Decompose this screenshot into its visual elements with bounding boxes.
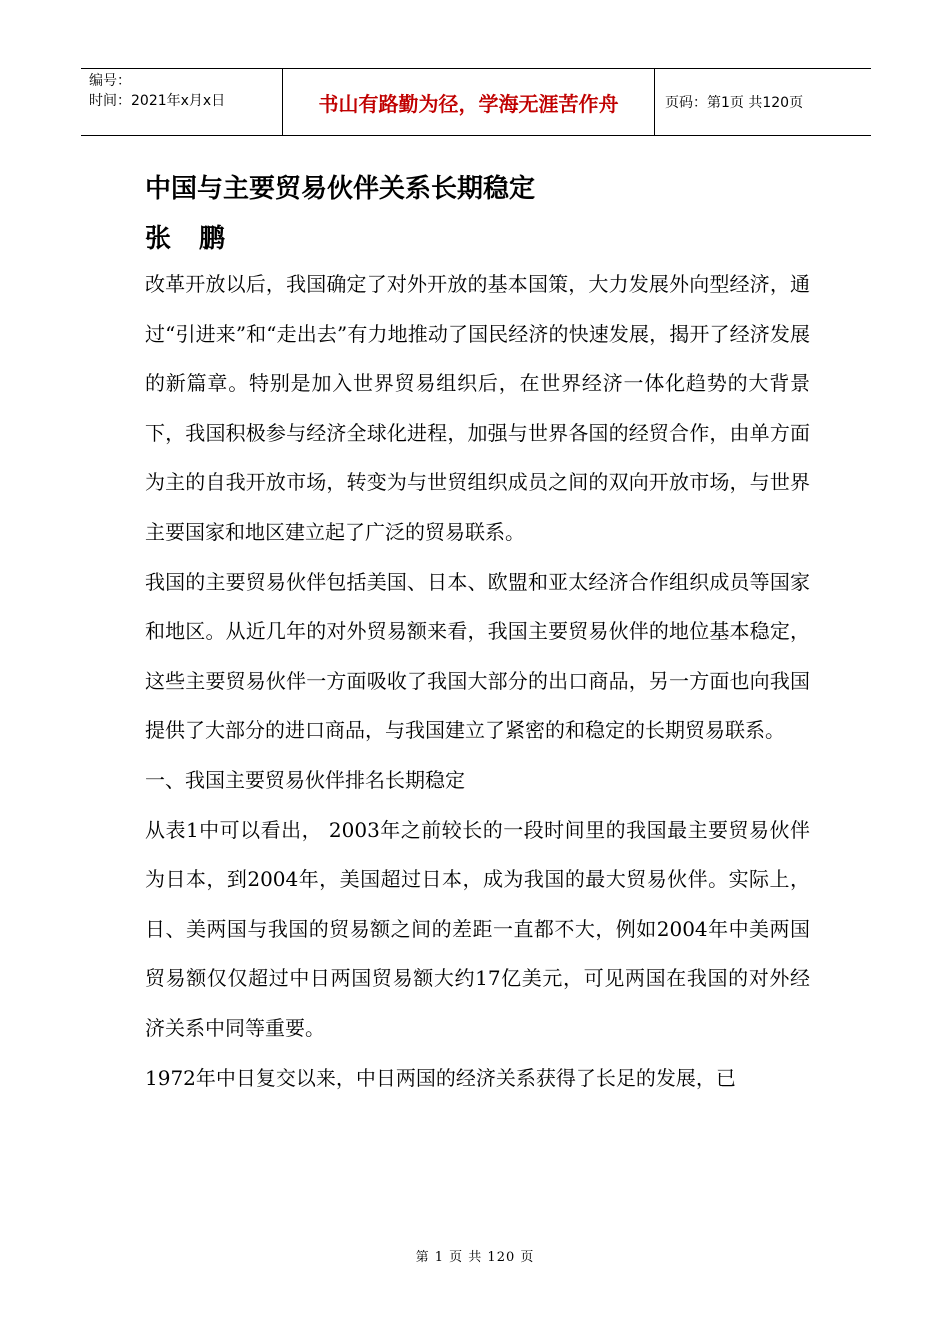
- paragraph: 1972年中日复交以来，中日两国的经济关系获得了长足的发展，已: [145, 1065, 736, 1090]
- header-motto: 书山有路勤为径，学海无涯苦作舟: [318, 91, 619, 116]
- document-number-label: 编号：: [89, 73, 131, 89]
- header-table: [81, 68, 871, 136]
- header-meta-cell: [81, 69, 283, 135]
- article-body: [145, 260, 810, 1103]
- article-title: 中国与主要贸易伙伴关系长期稳定: [145, 174, 536, 204]
- header-page-cell: [655, 69, 871, 135]
- section-heading: 一、我国主要贸易伙伴排名长期稳定: [145, 767, 465, 792]
- paragraph: 我国的主要贸易伙伴包括美国、日本、欧盟和亚太经济合作组织成员等国家和地区。从近几年的对外贸易额来看，我国主要贸易伙伴的地位基本稳定，这些主要贸易伙伴一方面吸收了我国大部分的出口商品，另一方面也向我国提供了大部分的进口商品，与我国建立了紧密的和稳定的长期贸易联系。: [145, 569, 810, 743]
- header-motto-cell: [283, 69, 655, 135]
- document-date-label: 时间：2021年x月x日: [89, 93, 226, 109]
- paragraph: 从表1中可以看出， 2003年之前较长的一段时间里的我国最主要贸易伙伴为日本，到2004年，美国超过日本，成为我国的最大贸易伙伴。实际上，日、美两国与我国的贸易额之间的差距一直都不大，例如2004年中美两国贸易额仅仅超过中日两国贸易额大约17亿美元，可见两国在我国的对外经济关系中同等重要。: [145, 817, 810, 1040]
- article-author: 张鹏: [145, 224, 254, 254]
- header-page-info: 页码：第1页 共120页: [665, 95, 804, 111]
- paragraph: 改革开放以后，我国确定了对外开放的基本国策，大力发展外向型经济，通过“引进来”和“走出去”有力地推动了国民经济的快速发展，揭开了经济发展的新篇章。特别是加入世界贸易组织后，在世界经济一体化趋势的大背景下，我国积极参与经济全球化进程，加强与世界各国的经贸合作，由单方面为主的自我开放市场，转变为与世贸组织成员之间的双向开放市场，与世界主要国家和地区建立起了广泛的贸易联系。: [145, 272, 810, 544]
- page-footer: 第 1 页 共 120 页: [415, 1250, 535, 1265]
